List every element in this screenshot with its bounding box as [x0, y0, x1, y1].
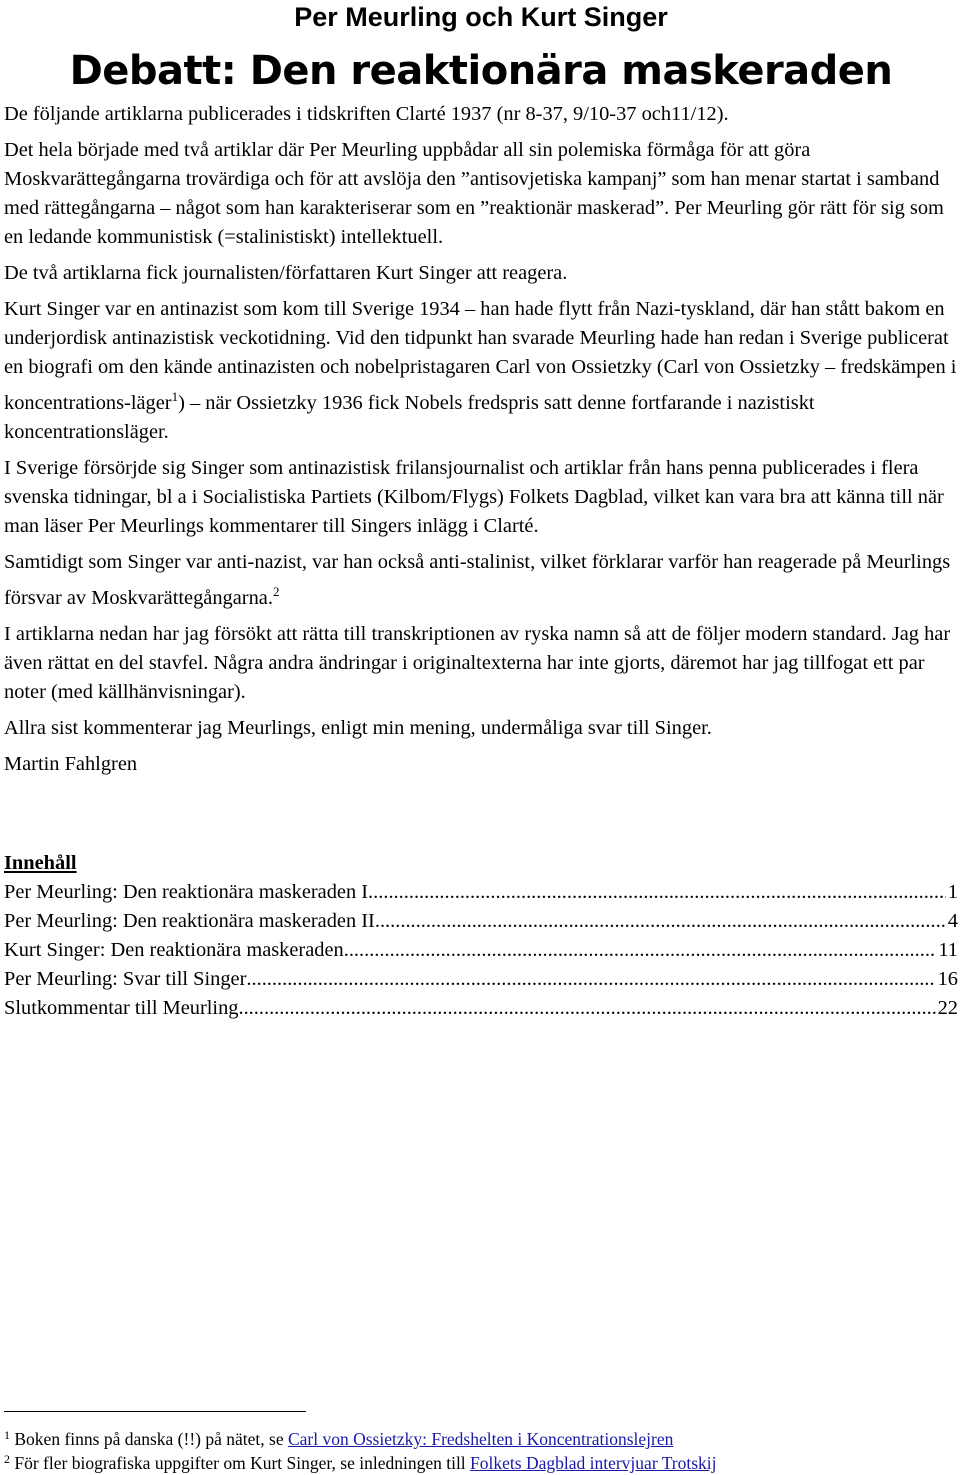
toc-leader — [344, 936, 937, 965]
toc-item[interactable] — [4, 965, 958, 994]
toc-heading: Innehåll — [4, 852, 77, 874]
toc-item[interactable] — [4, 878, 958, 907]
paragraph-reaction: De två artiklarna fick journalisten/författaren Kurt Singer att reagera. — [4, 262, 568, 284]
toc-leader — [380, 907, 946, 936]
paragraph-background: Det hela började med två artiklar där Per Meurling uppbådar all sin polemiska förmåga för att göra Moskvarättegångarna trovärdiga och för att avslöja den ”antisovjetiska kampanj” som han menar startat i samband med rättegångarna – något som han karakteriserar som en ”reaktionär maskerad”. Per Meurling gör rätt för sig som en ledande kommunistisk (=stalinistiskt) intellektuell. — [4, 139, 944, 248]
footnote-2 — [4, 1448, 717, 1474]
toc-item-page: 11 — [938, 939, 958, 961]
toc-item-label: Per Meurling: Den reaktionära maskeraden II. — [4, 910, 380, 932]
paragraph-anti-stalinist — [4, 548, 958, 613]
footnote-1 — [4, 1424, 673, 1450]
footnote-link-ossietzky[interactable]: Carl von Ossietzky: Fredshelten i Koncentrationslejren — [287, 1429, 674, 1449]
footnote-text: Boken finns på danska (!!) på nätet, se — [14, 1429, 288, 1449]
document-title: Debatt: Den reaktionära maskeraden — [69, 48, 893, 94]
toc-leader — [246, 965, 935, 994]
toc-item-page: 16 — [937, 968, 958, 990]
paragraph-intro: De följande artiklarna publicerades i tidskriften Clarté 1937 (nr 8-37, 9/10-37 och11/12). — [4, 103, 729, 125]
footnote-number: 2 — [4, 1452, 10, 1466]
paragraph-final-comment: Allra sist kommenterar jag Meurlings, enligt min mening, undermåliga svar till Singer. — [4, 717, 712, 739]
table-of-contents — [4, 878, 958, 1023]
footnote-ref-2[interactable]: 2 — [272, 584, 280, 599]
signature: Martin Fahlgren — [4, 753, 138, 775]
toc-item[interactable] — [4, 936, 958, 965]
paragraph-singer-bio-end: ) – när Ossietzky 1936 fick Nobels fredspris satt denne fortfarande i nazistiskt koncentrationsläger. — [4, 392, 815, 443]
footnote-text: För fler biografiska uppgifter om Kurt Singer, se inledningen till — [14, 1453, 471, 1473]
paragraph-singer-sweden: I Sverige försörjde sig Singer som antinazistisk frilansjournalist och artiklar från hans penna publicerades i flera svenska tidningar, bl a i Socialistiska Partiets (Kilbom/Flygs) Folkets Dagblad, vilket kan vara bra att känna till när man läser Per Meurlings kommentarer till Singers inlägg i Clarté. — [4, 457, 944, 537]
footnote-separator — [4, 1411, 306, 1412]
toc-item-label: Per Meurling: Den reaktionära maskeraden I. — [4, 881, 374, 903]
footnote-number: 1 — [4, 1428, 10, 1442]
footnote-ref-1[interactable]: 1 — [171, 389, 179, 404]
toc-item[interactable] — [4, 907, 958, 936]
toc-leader — [373, 878, 946, 907]
footnote-link-trotskij[interactable]: Folkets Dagblad intervjuar Trotskij — [470, 1453, 717, 1473]
document-page — [4, 0, 958, 1023]
paragraph-editing-note: I artiklarna nedan har jag försökt att rätta till transkriptionen av ryska namn så att de följer modern standard. Jag har även rättat en del stavfel. Några andra ändringar i originaltexterna har inte gjorts, däremot har jag tillfogat ett par noter (med källhänvisningar). — [4, 623, 951, 703]
toc-leader — [238, 994, 935, 1023]
toc-item-page: 22 — [937, 997, 958, 1019]
toc-item-label: Per Meurling: Svar till Singer — [4, 968, 247, 990]
paragraph-singer-bio — [4, 295, 958, 447]
paragraph-singer-bio-text: Kurt Singer var en antinazist som kom till Sverige 1934 – han hade flytt från Nazi-tyskland, där han stått bakom en underjordisk antinazistisk veckotidning. Vid den tidpunkt han svarade Meurling hade han redan i Sverige publicerat en biografi om den kände antinazisten och nobelpristagaren Carl von Ossietzky (Carl von Ossietzky – fredskämpen i koncentrations-läger — [4, 298, 957, 414]
toc-item[interactable] — [4, 994, 958, 1023]
paragraph-anti-stalinist-text: Samtidigt som Singer var anti-nazist, var han också anti-stalinist, vilket förklarar varför han reagerade på Meurlings försvar av Moskvarättegångarna. — [4, 551, 951, 609]
toc-item-label: Kurt Singer: Den reaktionära maskeraden — [4, 939, 344, 961]
toc-item-label: Slutkommentar till Meurling — [4, 997, 239, 1019]
toc-item-page: 4 — [947, 910, 958, 932]
author-heading: Per Meurling och Kurt Singer — [294, 2, 668, 32]
toc-item-page: 1 — [947, 881, 958, 903]
